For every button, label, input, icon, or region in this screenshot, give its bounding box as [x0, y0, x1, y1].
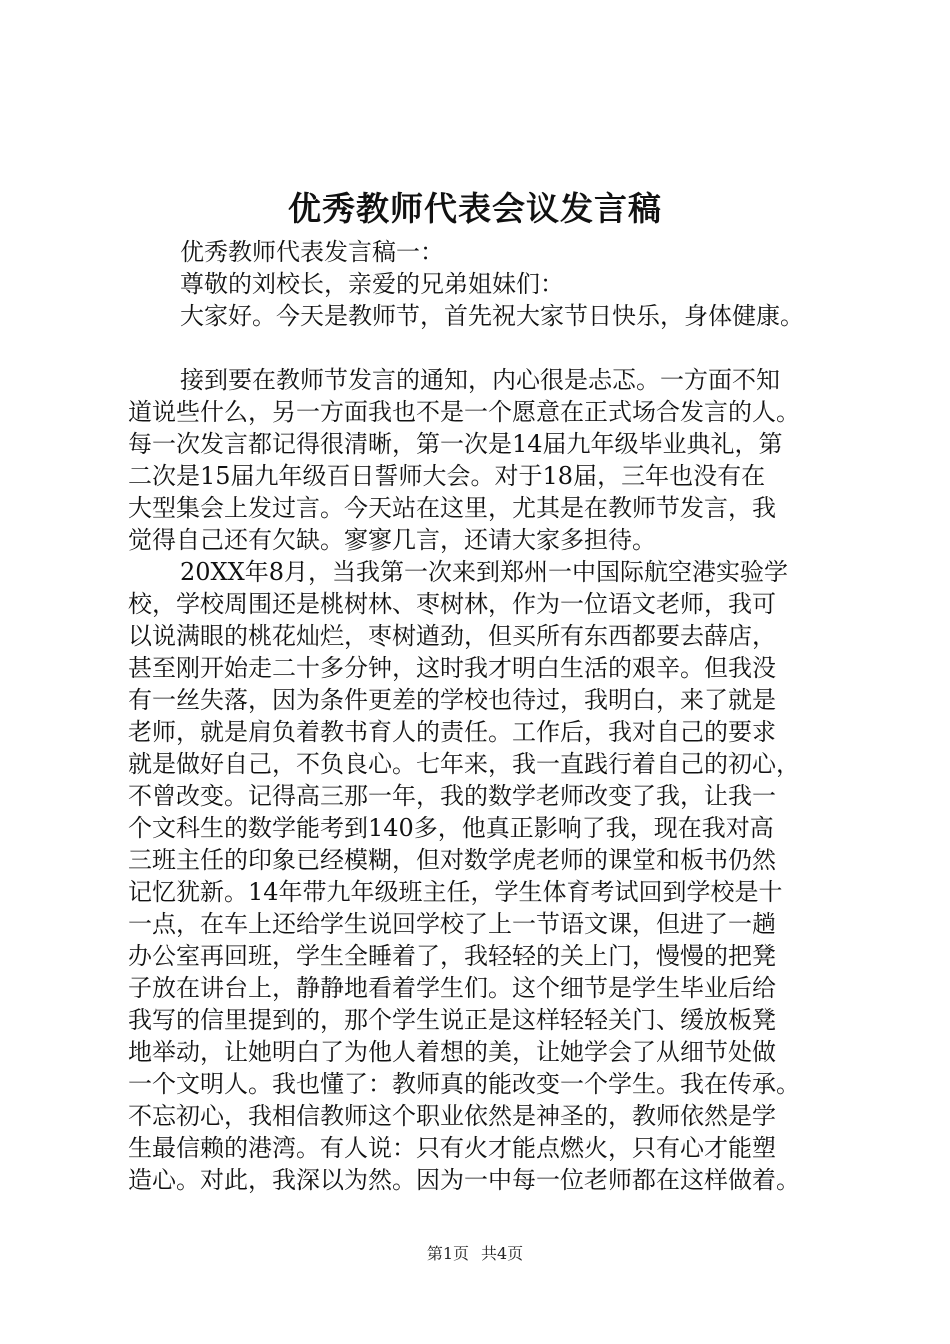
- text-line: 地举动，让她明白了为他人着想的美，让她学会了从细节处做: [128, 1038, 776, 1066]
- greeting-line: 大家好。今天是教师节，首先祝大家节日快乐，身体健康。: [180, 302, 804, 330]
- text-line: 二次是15届九年级百日誓师大会。对于18届，三年也没有在: [128, 462, 766, 490]
- text-line: 校，学校周围还是桃树林、枣树林，作为一位语文老师，我可: [128, 590, 776, 618]
- text-line: 老师，就是肩负着教书育人的责任。工作后，我对自己的要求: [128, 718, 776, 746]
- text-line: 不曾改变。记得高三那一年，我的数学老师改变了我，让我一: [128, 782, 776, 810]
- document-title: 优秀教师代表会议发言稿: [288, 189, 662, 228]
- page-number-current: 第1页: [426, 1244, 469, 1263]
- text-line: 道说些什么，另一方面我也不是一个愿意在正式场合发言的人。: [128, 398, 800, 426]
- text-line: 子放在讲台上，静静地看着学生们。这个细节是学生毕业后给: [128, 974, 776, 1002]
- text-line: 大型集会上发过言。今天站在这里，尤其是在教师节发言，我: [128, 494, 776, 522]
- text-line: 三班主任的印象已经模糊，但对数学虎老师的课堂和板书仍然: [128, 846, 776, 874]
- salutation-line: 尊敬的刘校长，亲爱的兄弟姐妹们：: [180, 270, 564, 298]
- text-line: 我写的信里提到的，那个学生说正是这样轻轻关门、缓放板凳: [128, 1006, 776, 1034]
- text-line: 就是做好自己，不负良心。七年来，我一直践行着自己的初心，: [128, 750, 800, 778]
- paragraph-2: [128, 556, 850, 1196]
- text-line: 以说满眼的桃花灿烂，枣树遒劲，但买所有东西都要去薛店，: [128, 622, 776, 650]
- text-line: 20XX年8月，当我第一次来到郑州一中国际航空港实验学: [180, 558, 788, 586]
- page-number-total: 共4页: [481, 1244, 524, 1263]
- text-line: 生最信赖的港湾。有人说：只有火才能点燃火，只有心才能塑: [128, 1134, 776, 1162]
- text-line: 有一丝失落，因为条件更差的学校也待过，我明白，来了就是: [128, 686, 776, 714]
- text-line: 不忘初心，我相信教师这个职业依然是神圣的，教师依然是学: [128, 1102, 776, 1130]
- text-line: 每一次发言都记得很清晰，第一次是14届九年级毕业典礼，第: [128, 430, 783, 458]
- text-line: 甚至刚开始走二十多分钟，这时我才明白生活的艰辛。但我没: [128, 654, 776, 682]
- paragraph-spacer: [128, 332, 850, 364]
- page-footer: [0, 1242, 950, 1266]
- text-line: 觉得自己还有欠缺。寥寥几言，还请大家多担待。: [128, 526, 656, 554]
- text-line: 一个文明人。我也懂了：教师真的能改变一个学生。我在传承。: [128, 1070, 800, 1098]
- text-line: 一点，在车上还给学生说回学校了上一节语文课，但进了一趟: [128, 910, 776, 938]
- document-body: [128, 236, 850, 1196]
- text-line: 个文科生的数学能考到140多，他真正影响了我，现在我对高: [128, 814, 774, 842]
- text-line: 造心。对此，我深以为然。因为一中每一位老师都在这样做着。: [128, 1166, 800, 1194]
- text-line: 办公室再回班，学生全睡着了，我轻轻的关上门，慢慢的把凳: [128, 942, 776, 970]
- text-line: 记忆犹新。14年带九年级班主任，学生体育考试回到学校是十: [128, 878, 783, 906]
- speech-heading-line: 优秀教师代表发言稿一：: [180, 238, 444, 266]
- paragraph-1: [128, 364, 850, 556]
- text-line: 接到要在教师节发言的通知，内心很是忐忑。一方面不知: [180, 366, 780, 394]
